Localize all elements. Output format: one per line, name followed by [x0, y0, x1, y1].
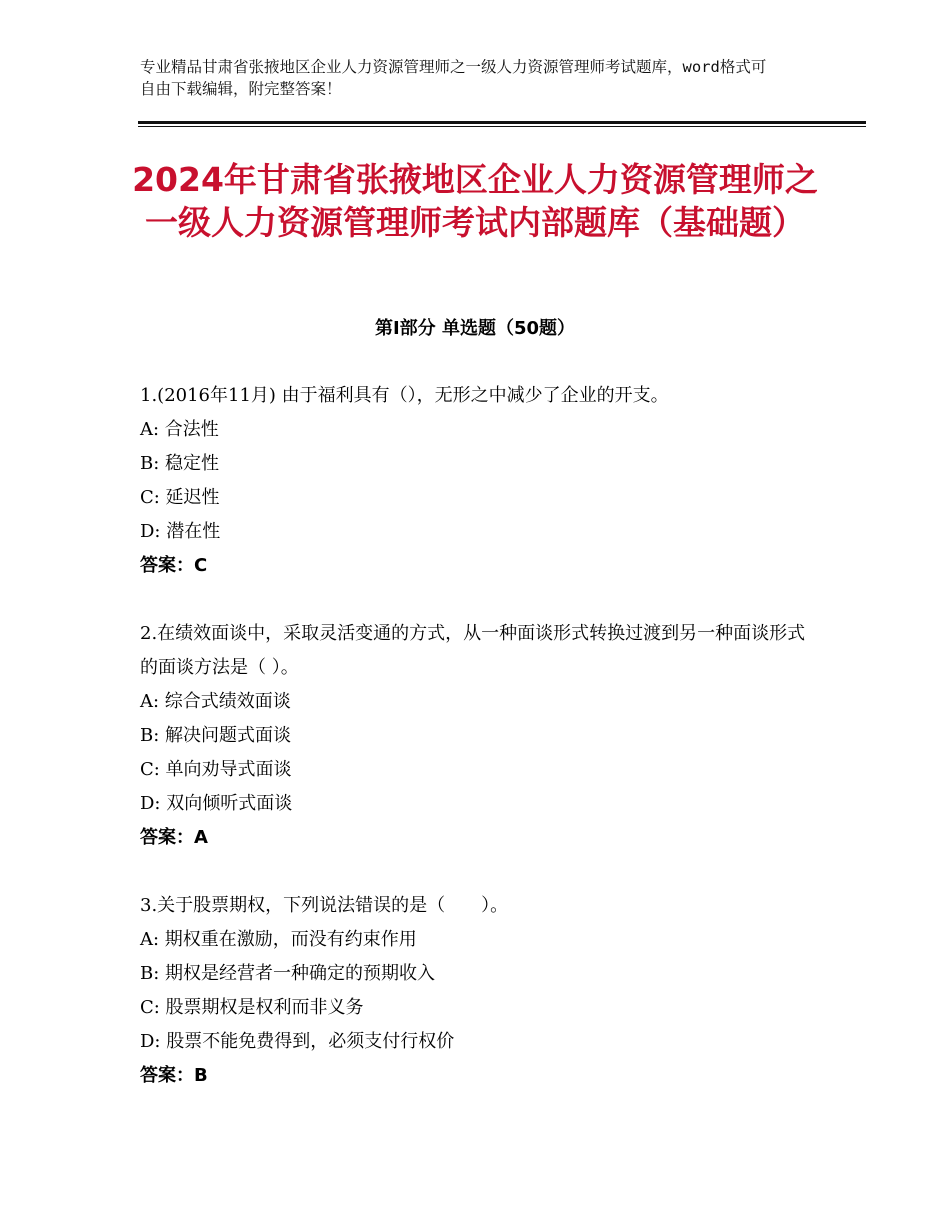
option-c: C: 延迟性 [140, 487, 220, 508]
option-d: D: 潜在性 [140, 521, 221, 542]
option-d: D: 股票不能免费得到，必须支付行权价 [140, 1031, 455, 1052]
answer-line: 答案：B [140, 1065, 208, 1086]
answer-line: 答案：C [140, 555, 208, 576]
question-2 [140, 617, 820, 855]
header-divider-thick [138, 121, 866, 124]
option-d: D: 双向倾听式面谈 [140, 793, 293, 814]
question-3 [140, 889, 820, 1093]
section-title: 第Ⅰ部分 单选题（50题） [374, 318, 575, 339]
header-divider-thin [138, 126, 866, 127]
question-stem: 1.(2016年11月) 由于福利具有（），无形之中减少了企业的开支。 [140, 385, 669, 406]
option-a: A: 综合式绩效面谈 [140, 691, 291, 712]
header-note: 专业精品甘肃省张掖地区企业人力资源管理师之一级人力资源管理师考试题库，word格式可自由下载编辑，附完整答案！ [140, 58, 767, 98]
question-stem: 2.在绩效面谈中，采取灵活变通的方式，从一种面谈形式转换过渡到另一种面谈形式的面谈方法是（ ）。 [140, 623, 806, 678]
option-b: B: 稳定性 [140, 453, 220, 474]
option-b: B: 解决问题式面谈 [140, 725, 292, 746]
question-1 [140, 379, 820, 583]
option-c: C: 股票期权是权利而非义务 [140, 997, 364, 1018]
answer-line: 答案：A [140, 827, 208, 848]
document-title: 2024年甘肃省张掖地区企业人力资源管理师之一级人力资源管理师考试内部题库（基础题） [132, 160, 818, 242]
question-stem: 3.关于股票期权，下列说法错误的是（ ）。 [140, 895, 509, 916]
option-a: A: 期权重在激励，而没有约束作用 [140, 929, 417, 950]
option-a: A: 合法性 [140, 419, 219, 440]
option-c: C: 单向劝导式面谈 [140, 759, 292, 780]
option-b: B: 期权是经营者一种确定的预期收入 [140, 963, 436, 984]
